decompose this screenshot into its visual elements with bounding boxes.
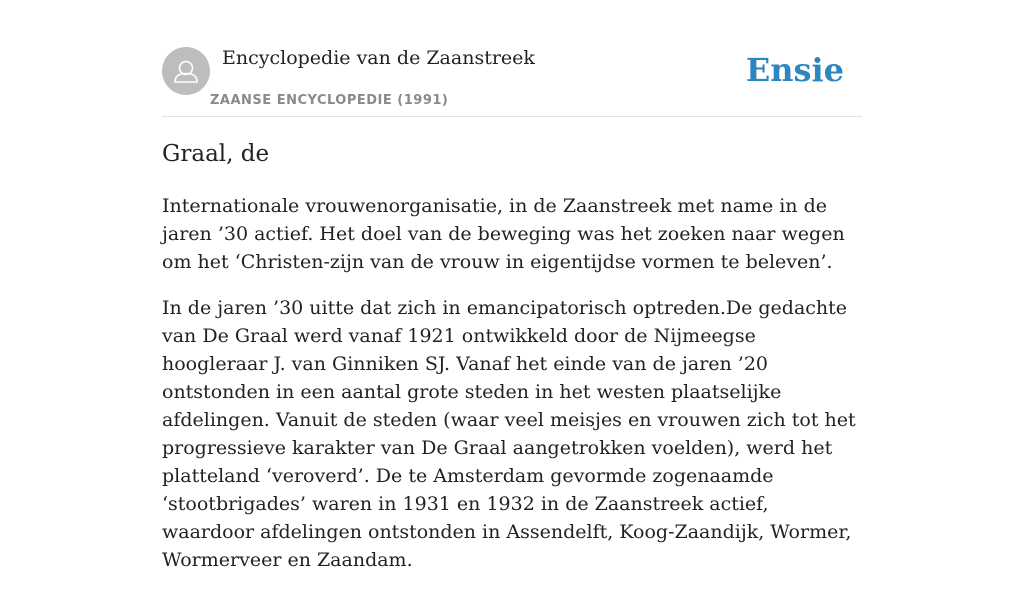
source-subtitle: ZAANSE ENCYCLOPEDIE (1991) [210, 93, 449, 108]
article-paragraph: Internationale vrouwenorganisatie, in de Zaanstreek met name in de jaren ’30 actief. Het doel van de beweging was het zoeken naar wegen om het ‘Christen-zijn van de vrouw in eigentijdse vormen te beleven’. [162, 195, 845, 273]
article-paragraph: In de jaren ’30 uitte dat zich in emancipatorisch optreden.De gedachte van De Graal werd vanaf 1921 ontwikkeld door de Nijmeegse hoogleraar J. van Ginniken SJ. Vanaf het einde van de jaren ’20 ontstonden in een aantal grote steden in het westen plaatselijke afdelingen. Vanuit de steden (waar veel meisjes en vrouwen zich tot het progressieve karakter van De Graal aangetrokken voelden), werd het platteland ‘veroverd’. De te Amsterdam gevormde zogenaamde ‘stootbrigades’ waren in 1931 en 1932 in de Zaanstreek actief, waardoor afdelingen ontstonden in Assendelft, Koog-Zaandijk, Wormer, Wormerveer en Zaandam. [162, 297, 856, 571]
brand-logo[interactable]: Ensie [745, 51, 844, 89]
article-title: Graal, de [162, 141, 270, 167]
source-title[interactable]: Encyclopedie van de Zaanstreek [222, 47, 535, 69]
user-icon [162, 47, 210, 95]
avatar [162, 47, 210, 95]
article-body [162, 192, 862, 592]
source-header [162, 40, 862, 117]
